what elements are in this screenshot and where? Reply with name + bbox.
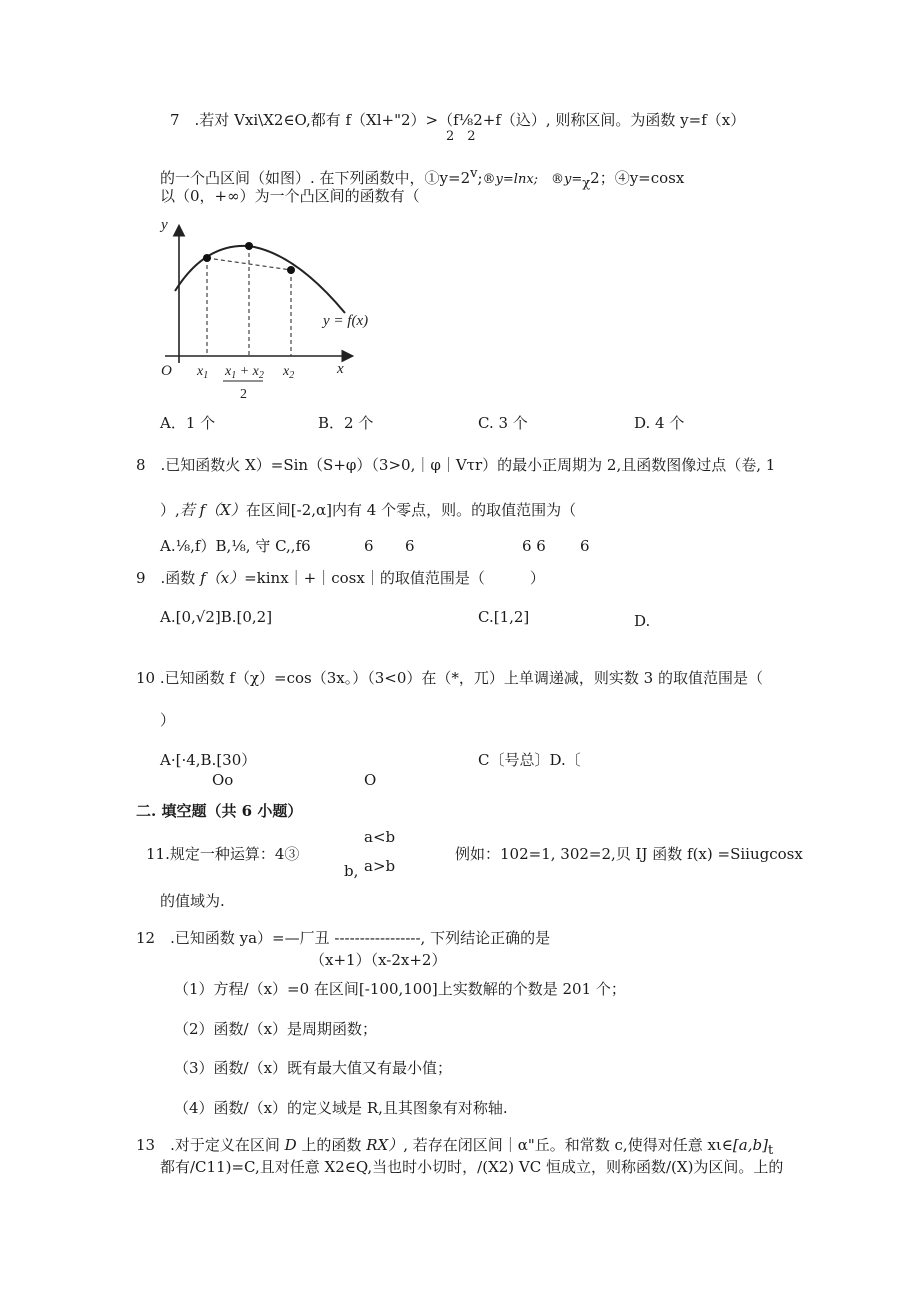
q12-line1: 12 .已知函数 ya）=—厂丑 -----------------, 下列结论正确的是 — [136, 929, 551, 947]
q8-line1: 8 .已知函数火 X）=Sin（S+φ）（3>0,｜φ｜Vτr）的最小正周期为 2,且函数图像过点（卷, 1 — [136, 456, 776, 474]
q7-line1: 7 .若对 Vxi\X2∈O,都有 f（Xl+"2）>（f⅛2+f（込）, 则称区间。为函数 y=f（x） — [170, 111, 746, 129]
q8-line2 — [160, 502, 576, 519]
q7-line2-d: 2；④y=cosx — [590, 169, 685, 187]
function-curve — [175, 246, 345, 313]
q11-case2: a>b — [364, 857, 396, 875]
q11-case1: a<b — [364, 828, 396, 846]
q10-line1: 10 .已知函数 f（χ）=cos（3x。）（3<0）在（*，兀）上单调递减，则实数 3 的取值范围是（ — [136, 669, 763, 687]
q8-line2-b: 若 f（X） — [179, 501, 246, 519]
q7-option-c: C. 3 个 — [478, 414, 528, 432]
x2-label — [282, 364, 294, 381]
q12-denominator: （x+1）（x-2x+2） — [310, 951, 447, 969]
q11-line1: 11.规定一种运算：4③ — [146, 845, 300, 863]
point-mid — [245, 242, 253, 250]
x2-label-sub: 2 — [289, 370, 295, 381]
q13-line1-c: 上的函数 — [301, 1136, 362, 1154]
q12-item4: （4）函数/（x）的定义域是 R,且其图象有对称轴. — [174, 1099, 508, 1117]
q7-line2-c: ®y=lnx; ®y= — [482, 172, 583, 187]
q9-line1-b: f（x） — [195, 569, 245, 587]
q13-line1-f: [a,b] — [732, 1136, 768, 1154]
origin-label: O — [161, 363, 172, 379]
q7-line2-b: ; — [477, 169, 483, 187]
q13-line1-sub: t — [767, 1143, 774, 1158]
q12-item3: （3）函数/（x）既有最大值又有最小值； — [174, 1059, 453, 1077]
q7-line2-chi: χ — [582, 176, 591, 191]
q10-option-sub2: O — [364, 771, 377, 789]
q7-line2-a: 的一个凸区间（如图）. 在下列函数中，①y=2 — [160, 169, 471, 187]
q9-option-c: C.[1,2] — [478, 608, 530, 626]
x1-label — [196, 364, 208, 381]
x-axis-label: x — [337, 361, 344, 377]
point-x1 — [203, 254, 211, 262]
mid-numerator-sub2: 2 — [258, 370, 264, 381]
q7-option-b: B．2 个 — [318, 414, 374, 432]
q12-item2: （2）函数/（x）是周期函数； — [174, 1020, 378, 1038]
q10-options-ab: A·[·4,B.[30） — [160, 751, 257, 769]
q7-line2-sup: v — [470, 166, 478, 181]
q8-option-frag3: 6 6 — [522, 537, 546, 555]
q8-options-ab: A.⅛,f）B,⅛, 守 C,,f6 — [160, 537, 311, 555]
point-x2 — [287, 266, 295, 274]
q11-line1-example: 例如：102=1, 302=2,贝 IJ 函数 f(x) =Siiugcosx — [455, 845, 803, 863]
q8-option-frag2: 6 — [405, 537, 415, 555]
section-heading: 二. 填空题（共 6 小题） — [136, 802, 303, 820]
q7-option-a: A．1 个 — [160, 414, 216, 432]
mid-numerator-sub1: 1 — [231, 370, 237, 381]
mid-denominator-label: 2 — [240, 387, 247, 402]
q8-option-frag4: 6 — [580, 537, 590, 555]
q10-option-sub1: Oo — [212, 771, 234, 789]
convex-function-graph — [155, 213, 369, 403]
mid-numerator-label — [224, 364, 264, 381]
curve-label: y = f(x) — [323, 313, 369, 329]
q10-line2: ） — [160, 711, 176, 729]
q9-option-d: D. — [634, 612, 651, 630]
q7-line1-sub: 2 2 — [446, 129, 476, 144]
x1-label-main: x — [197, 364, 204, 379]
q8-line2-a: ）, — [160, 501, 180, 519]
q8-option-frag1: 6 — [364, 537, 374, 555]
q13-line2: 都有/C11)=C,且对任意 X2∈Q,当也时小切时，/(X2) VC 恒成立，则称函数/(X)为区间。上的 — [160, 1158, 784, 1176]
q13-line1-e: , 若存在闭区间｜α"丘。和常数 c,使得对任意 xι∈ — [403, 1136, 733, 1154]
q10-options-cd: C〔号总〕D.〔 — [478, 751, 581, 769]
q9-line1 — [136, 570, 545, 587]
q8-line2-c: 在区间[-2,α]内有 4 个零点，则。的取值范围为（ — [245, 501, 577, 519]
mid-numerator-x: x — [225, 364, 232, 379]
mid-numerator-plus: + x — [236, 364, 259, 379]
q9-line1-a: 9 .函数 — [136, 569, 196, 587]
x1-label-sub: 1 — [203, 370, 209, 381]
q13-line1 — [136, 1137, 773, 1159]
q11-line2: 的值域为. — [160, 892, 225, 910]
y-axis-label: y — [161, 217, 168, 233]
x2-label-main: x — [283, 364, 290, 379]
q11-b-label: b, — [344, 862, 359, 880]
q9-line1-c: =kinx｜+｜cosx｜的取值范围是（ ） — [244, 569, 545, 587]
q13-line1-a: 13 .对于定义在区间 — [136, 1136, 280, 1154]
q12-item1: （1）方程/（x）=0 在区间[-100,100]上实数解的个数是 201 个； — [174, 980, 626, 998]
q7-line3: 以（0，+∞）为一个凸区间的函数有（ — [160, 187, 420, 205]
q13-line1-d: RX） — [361, 1136, 404, 1154]
q13-line1-b: D — [279, 1136, 302, 1154]
q7-option-d: D. 4 个 — [634, 414, 685, 432]
q9-options-ab: A.[0,√2]B.[0,2] — [160, 608, 273, 626]
